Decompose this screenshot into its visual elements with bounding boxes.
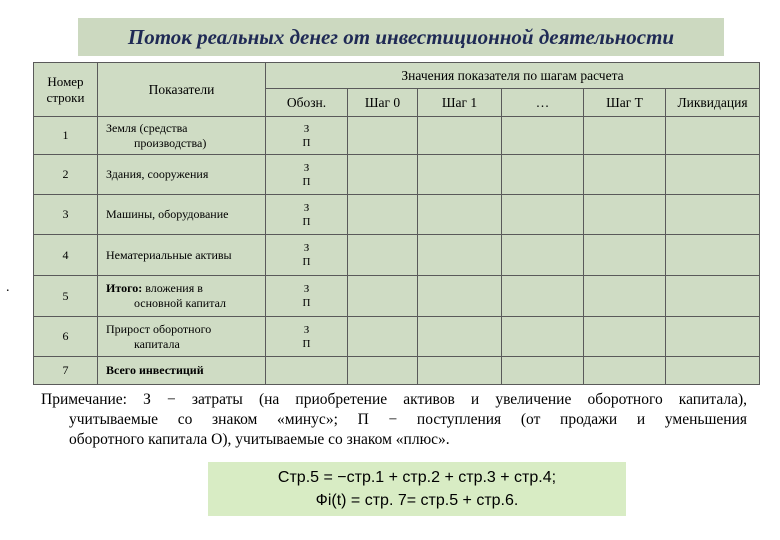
row-number: 2	[34, 155, 98, 195]
cell	[418, 235, 502, 276]
formula-line: Стр.5 = −стр.1 + стр.2 + стр.3 + стр.4;	[277, 469, 557, 486]
cell	[418, 155, 502, 195]
row-code: З П	[266, 317, 348, 357]
row-code: З П	[266, 235, 348, 276]
cell	[584, 357, 666, 385]
row-code: З П	[266, 195, 348, 235]
table-row	[34, 195, 760, 235]
row-number: 3	[34, 195, 98, 235]
cell	[502, 155, 584, 195]
cell	[502, 357, 584, 385]
table-row	[34, 117, 760, 155]
row-number: 6	[34, 317, 98, 357]
cell	[348, 276, 418, 317]
row-indicator: Итого: вложения в основной капитал	[98, 276, 266, 317]
cell	[348, 357, 418, 385]
cell	[502, 317, 584, 357]
table-row	[34, 317, 760, 357]
investment-cash-flow-table	[33, 62, 760, 385]
formula-line: Фi(t) = стр. 7= стр.5 + стр.6.	[315, 492, 519, 509]
cell	[348, 317, 418, 357]
row-indicator: Земля (средства производства)	[98, 117, 266, 155]
header-col-code: Обозн.	[266, 89, 348, 117]
row-code: З П	[266, 155, 348, 195]
cell	[418, 195, 502, 235]
header-indicators: Показатели	[98, 63, 266, 117]
cell	[502, 117, 584, 155]
cell	[584, 155, 666, 195]
cell	[348, 117, 418, 155]
cell	[666, 117, 760, 155]
cell	[666, 195, 760, 235]
row-indicator: Прирост оборотного капитала	[98, 317, 266, 357]
row-number: 5	[34, 276, 98, 317]
header-values-group: Значения показателя по шагам расчета	[266, 63, 760, 89]
cell	[418, 317, 502, 357]
table-row	[34, 155, 760, 195]
formula-box	[208, 462, 626, 516]
cell	[666, 357, 760, 385]
row-number: 1	[34, 117, 98, 155]
table-row	[34, 357, 760, 385]
header-row-number: Номер строки	[34, 63, 98, 117]
cell	[348, 195, 418, 235]
page-title: Поток реальных денег от инвестиционной деятельности	[78, 18, 724, 56]
cell	[418, 117, 502, 155]
cell	[666, 317, 760, 357]
cell	[584, 317, 666, 357]
cell	[666, 276, 760, 317]
cell	[502, 276, 584, 317]
row-indicator: Здания, сооружения	[98, 155, 266, 195]
row-number: 7	[34, 357, 98, 385]
row-code: З П	[266, 117, 348, 155]
table-row	[34, 276, 760, 317]
cell	[666, 155, 760, 195]
cell	[584, 276, 666, 317]
cell	[266, 357, 348, 385]
cell	[348, 235, 418, 276]
row-code: З П	[266, 276, 348, 317]
header-col-step0: Шаг 0	[348, 89, 418, 117]
table-row	[34, 235, 760, 276]
row-number: 4	[34, 235, 98, 276]
footnote: Примечание: З − затраты (на приобретение активов и увеличение оборотного капитала), учитываемые со знаком «минус»; П − поступления (от продажи и уменьшения оборотного капитала О), учитываемые со знаком «плюс».	[41, 391, 747, 448]
cell	[502, 195, 584, 235]
cell	[666, 235, 760, 276]
header-col-step1: Шаг 1	[418, 89, 502, 117]
stray-mark: .	[6, 280, 10, 295]
row-indicator: Машины, оборудование	[98, 195, 266, 235]
header-col-stepT: Шаг Т	[584, 89, 666, 117]
row-indicator: Нематериальные активы	[98, 235, 266, 276]
cell	[584, 195, 666, 235]
header-col-liquidation: Ликвидация	[666, 89, 760, 117]
header-col-ellipsis: …	[502, 89, 584, 117]
cell	[348, 155, 418, 195]
cell	[584, 235, 666, 276]
cell	[418, 357, 502, 385]
row-indicator: Всего инвестиций	[98, 357, 266, 385]
cell	[502, 235, 584, 276]
cell	[584, 117, 666, 155]
cell	[418, 276, 502, 317]
